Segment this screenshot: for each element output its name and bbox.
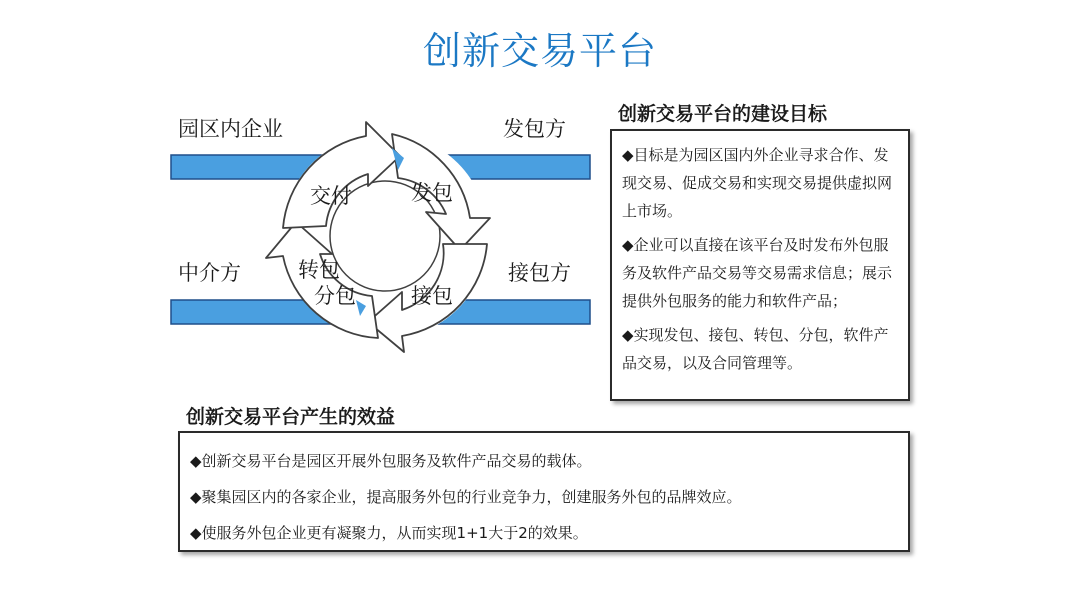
stage-fenbao: 分包 bbox=[314, 284, 356, 308]
stage-zhuanbao: 转包 bbox=[298, 258, 340, 282]
goals-box bbox=[610, 129, 910, 401]
benefit-item: ◆聚集园区内的各家企业，提高服务外包的行业竞争力，创建服务外包的品牌效应。 bbox=[190, 488, 742, 506]
label-contractor: 接包方 bbox=[508, 261, 571, 285]
label-park-enterprises: 园区内企业 bbox=[178, 117, 283, 141]
benefit-item: ◆创新交易平台是园区开展外包服务及软件产品交易的载体。 bbox=[190, 452, 592, 470]
benefits-box bbox=[178, 431, 910, 552]
goals-heading: 创新交易平台的建设目标 bbox=[618, 103, 828, 125]
stage-jiebao: 接包 bbox=[411, 284, 453, 308]
label-outsourcer: 发包方 bbox=[503, 117, 566, 141]
cycle-diagram-graphic bbox=[0, 0, 600, 400]
stage-jiaofu: 交付 bbox=[310, 184, 352, 208]
stage-fabao: 发包 bbox=[411, 181, 453, 205]
goal-item: ◆目标是为园区国内外企业寻求合作、发现交易、促成交易和实现交易提供虚拟网上市场。 bbox=[622, 146, 893, 220]
goal-item: ◆实现发包、接包、转包、分包，软件产品交易，以及合同管理等。 bbox=[622, 326, 889, 372]
page-title: 创新交易平台 bbox=[422, 29, 657, 73]
goal-item: ◆企业可以直接在该平台及时发布外包服务及软件产品交易等交易需求信息；展示提供外包服务的能力和软件产品； bbox=[622, 236, 893, 310]
cycle-diagram bbox=[0, 0, 600, 400]
benefit-item: ◆使服务外包企业更有凝聚力，从而实现1+1大于2的效果。 bbox=[190, 524, 588, 542]
benefits-heading: 创新交易平台产生的效益 bbox=[186, 406, 396, 428]
label-intermediary: 中介方 bbox=[178, 261, 241, 285]
